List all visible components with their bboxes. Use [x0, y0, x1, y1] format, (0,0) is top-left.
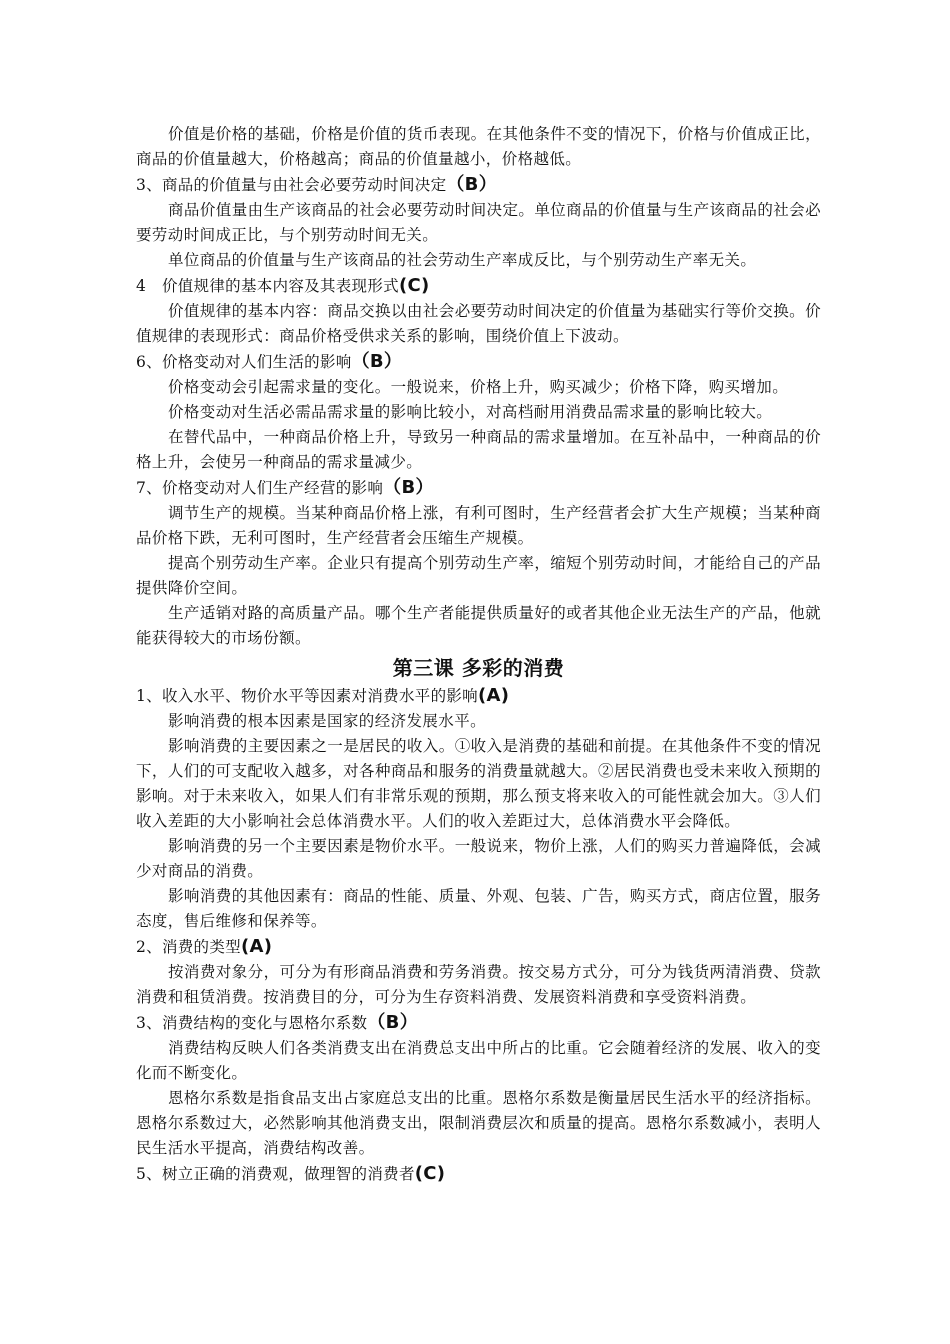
paragraph: 消费结构反映人们各类消费支出在消费总支出中所占的比重。它会随着经济的发展、收入的变化而不断变化。: [136, 1039, 821, 1082]
section-heading: 3、商品的价值量与由社会必要劳动时间决定（B）: [136, 174, 497, 195]
section-heading: 7、价格变动对人们生产经营的影响（B）: [136, 477, 434, 498]
section-heading: 5、树立正确的消费观，做理智的消费者(C): [136, 1163, 446, 1184]
paragraph: 生产适销对路的高质量产品。哪个生产者能提供质量好的或者其他企业无法生产的产品，他就能获得较大的市场份额。: [136, 604, 821, 647]
section-heading: 2、消费的类型(A): [136, 936, 273, 957]
section-heading: 3、消费结构的变化与恩格尔系数（B）: [136, 1012, 418, 1033]
document-page: [136, 122, 821, 1187]
paragraph: 价值规律的基本内容：商品交换以由社会必要劳动时间决定的价值量为基础实行等价交换。价值规律的表现形式：商品价格受供求关系的影响，围绕价值上下波动。: [136, 302, 821, 345]
level-badge: （B）: [446, 174, 497, 195]
paragraph: 调节生产的规模。当某种商品价格上涨，有利可图时，生产经营者会扩大生产规模；当某种商品价格下跌，无利可图时，生产经营者会压缩生产规模。: [136, 504, 821, 547]
level-badge: （B）: [351, 351, 403, 372]
section-heading: 6、价格变动对人们生活的影响（B）: [136, 351, 403, 372]
paragraph: 恩格尔系数是指食品支出占家庭总支出的比重。恩格尔系数是衡量居民生活水平的经济指标。恩格尔系数过大，必然影响其他消费支出，限制消费层次和质量的提高。恩格尔系数减小，表明人民生活水平提高，消费结构改善。: [136, 1089, 821, 1157]
paragraph: 在替代品中，一种商品价格上升，导致另一种商品的需求量增加。在互补品中，一种商品的价格上升，会使另一种商品的需求量减少。: [136, 428, 821, 471]
paragraph: 价格变动对生活必需品需求量的影响比较小，对高档耐用消费品需求量的影响比较大。: [168, 403, 773, 421]
paragraph: 单位商品的价值量与生产该商品的社会劳动生产率成反比，与个别劳动生产率无关。: [168, 251, 757, 269]
level-badge: （B）: [367, 1012, 418, 1033]
level-badge: (C): [414, 1163, 446, 1184]
section-heading: 1、收入水平、物价水平等因素对消费水平的影响(A): [136, 685, 510, 706]
paragraph: 按消费对象分，可分为有形商品消费和劳务消费。按交易方式分，可分为钱货两清消费、贷款消费和租赁消费。按消费目的分，可分为生存资料消费、发展资料消费和享受资料消费。: [136, 963, 821, 1006]
section-heading: 4 价值规律的基本内容及其表现形式(C): [136, 275, 430, 296]
paragraph: 价值是价格的基础，价格是价值的货币表现。在其他条件不变的情况下，价格与价值成正比，商品的价值量越大，价格越高；商品的价值量越小，价格越低。: [136, 125, 821, 168]
paragraph: 影响消费的主要因素之一是居民的收入。①收入是消费的基础和前提。在其他条件不变的情况下，人们的可支配收入越多，对各种商品和服务的消费量就越大。②居民消费也受未来收入预期的影响。对于未来收入，如果人们有非常乐观的预期，那么预支将来收入的可能性就会加大。③人们收入差距的大小影响社会总体消费水平。人们的收入差距过大，总体消费水平会降低。: [136, 737, 821, 830]
level-badge: (A): [240, 936, 273, 957]
level-badge: （B）: [383, 477, 434, 498]
paragraph: 影响消费的根本因素是国家的经济发展水平。: [168, 712, 487, 730]
level-badge: (C): [398, 275, 430, 296]
paragraph: 提高个别劳动生产率。企业只有提高个别劳动生产率，缩短个别劳动时间，才能给自己的产品提供降价空间。: [136, 554, 821, 597]
paragraph: 价格变动会引起需求量的变化。一般说来，价格上升，购买减少；价格下降，购买增加。: [168, 378, 789, 396]
level-badge: (A): [477, 685, 510, 706]
paragraph: 商品价值量由生产该商品的社会必要劳动时间决定。单位商品的价值量与生产该商品的社会必要劳动时间成正比，与个别劳动时间无关。: [136, 201, 821, 244]
paragraph: 影响消费的其他因素有：商品的性能、质量、外观、包装、广告，购买方式，商店位置，服务态度，售后维修和保养等。: [136, 887, 821, 930]
paragraph: 影响消费的另一个主要因素是物价水平。一般说来，物价上涨，人们的购买力普遍降低，会减少对商品的消费。: [136, 837, 821, 880]
lesson-title: 第三课 多彩的消费: [392, 656, 565, 680]
